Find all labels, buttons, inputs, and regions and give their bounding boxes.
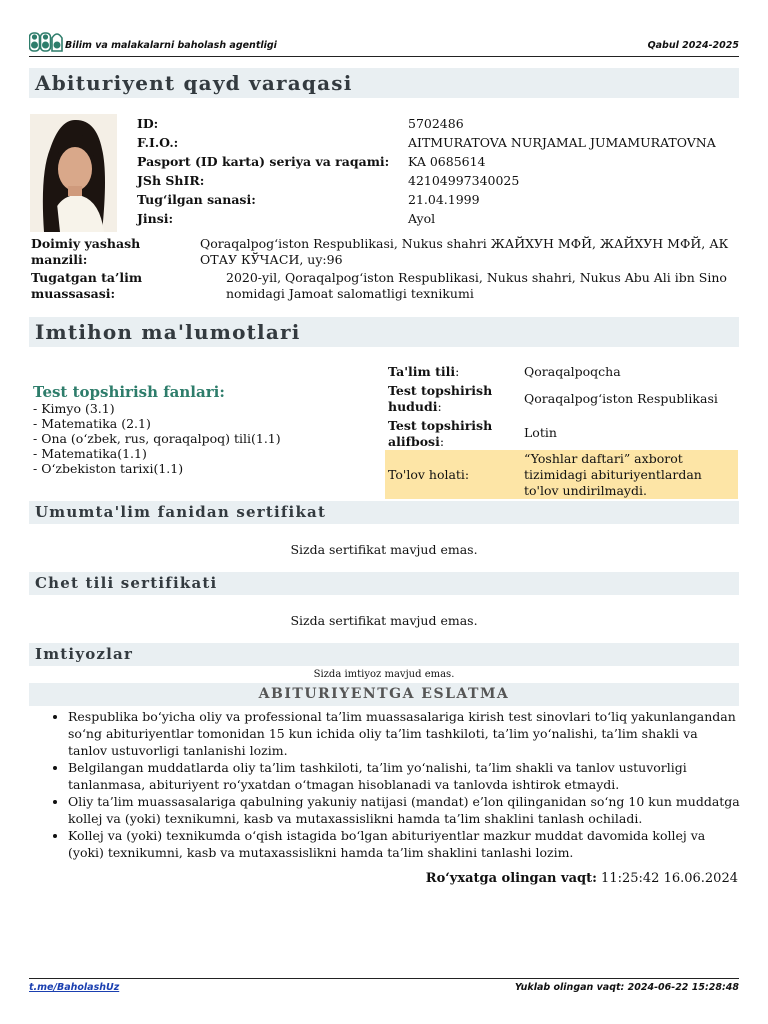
region-label: Test topshirish hududi: (388, 383, 493, 414)
school-value: 2020-yil, Qoraqalpog‘iston Respublikasi, Nukus shahri, Nukus Abu Ali ibn Sino nomidagi Jamoat salomatligi texnikumi (226, 270, 727, 301)
privileges-text: Sizda imtiyoz mavjud emas. (313, 669, 455, 680)
notes-title: ABITURIYENTGA ESLATMA (29, 683, 739, 706)
applicant-photo (30, 114, 117, 232)
notes-list (40, 708, 740, 861)
gender-value: Ayol (408, 211, 436, 226)
passport-value: KA 0685614 (408, 154, 486, 169)
id-value: 5702486 (408, 116, 464, 131)
language-label: Ta'lim tili: (388, 364, 460, 379)
download-time: Yuklab olingan vaqt: 2024-06-22 15:28:48 (514, 982, 739, 993)
form-title: Abituriyent qayd varaqasi (29, 68, 739, 98)
privileges-title: Imtiyozlar (29, 643, 739, 666)
subjects-list (33, 401, 281, 476)
subject-item: - Kimyo (3.1) (33, 401, 115, 416)
subject-item: - Ona (o‘zbek, rus, qoraqalpoq) tili(1.1) (33, 431, 281, 446)
fio-value: AITMURATOVA NURJAMAL JUMAMURATOVNA (408, 135, 716, 150)
language-value: Qoraqalpoqcha (524, 364, 621, 379)
note-item: • Oliy ta’lim muassasalariga qabulning yakuniy natijasi (mandat) e’lon qilinganidan so‘ng 10 kun muddatga kollej va (yoki) texnikumni, kasb va mutaxassislikni hamda ta’lim shaklini tanlash ochiladi. (68, 793, 740, 827)
exam-section-title: Imtihon ma'lumotlari (29, 317, 739, 347)
birth-date-label: Tug‘ilgan sanasi: (137, 192, 256, 207)
payment-label: To'lov holati: (388, 467, 470, 482)
note-item: • Kollej va (yoki) texnikumda o‘qish istagida bo‘lgan abituriyentlar mazkur muddat davomida kollej va (yoki) texnikumni, kasb va mutaxassislikni hamda ta’lim shaklini tanlashi lozim. (68, 827, 740, 861)
foreign-cert-title: Chet tili sertifikati (29, 572, 739, 595)
bmba-logo-icon (29, 30, 63, 52)
agency-name: Bilim va malakalarni baholash agentligi (65, 40, 277, 51)
fio-label: F.I.O.: (137, 135, 179, 150)
page-footer (29, 978, 739, 999)
alphabet-value: Lotin (524, 425, 557, 440)
birth-date-value: 21.04.1999 (408, 192, 480, 207)
note-item: • Respublika bo‘yicha oliy va professional ta’lim muassasalariga kirish test sinovlari to‘liq yakunlangandan so‘ng abituriyentlar tomonidan 15 kun ichida oliy ta’lim tashkiloti, ta’lim yo‘nalishi, ta’lim shakli va tanlov ustuvorligi tanlanishi lozim. (68, 708, 740, 759)
subject-item: - O‘zbekiston tarixi(1.1) (33, 461, 184, 476)
school-label: Tugatgan ta’lim muassasasi: (31, 270, 143, 301)
region-value: Qoraqalpog‘iston Respublikasi (524, 391, 718, 406)
subject-item: - Matematika (2.1) (33, 416, 151, 431)
passport-label: Pasport (ID karta) seriya va raqami: (137, 154, 390, 169)
payment-value: “Yoshlar daftari” axborot tizimidagi abituriyentlardan to'lov undirilmaydi. (524, 451, 702, 498)
registration-time-label: Ro‘yxatga olingan vaqt: (425, 871, 597, 886)
telegram-link[interactable]: t.me/BaholashUz (29, 982, 120, 993)
gender-label: Jinsi: (137, 211, 174, 226)
id-label: ID: (137, 116, 159, 131)
subjects-heading: Test topshirish fanlari: (33, 383, 225, 401)
admission-season: Qabul 2024-2025 (647, 40, 739, 51)
general-cert-title: Umumta'lim fanidan sertifikat (29, 501, 739, 524)
registration-time (426, 871, 738, 886)
foreign-cert-text: Sizda sertifikat mavjud emas. (290, 613, 478, 628)
registration-time-value: 11:25:42 16.06.2024 (601, 871, 738, 886)
jshshir-value: 42104997340025 (408, 173, 520, 188)
page-header (29, 30, 739, 57)
note-item: • Belgilangan muddatlarda oliy ta’lim tashkiloti, ta’lim yo‘nalishi, ta’lim shakli va tanlov ustuvorligi tanlanmasa, abituriyent ro‘yxatdan o‘tmagan hisoblanadi va tanlovda ishtirok etmaydi. (68, 759, 740, 793)
general-cert-text: Sizda sertifikat mavjud emas. (290, 542, 478, 557)
address-label: Doimiy yashash manzili: (31, 236, 141, 267)
alphabet-label: Test topshirish alifbosi: (388, 418, 493, 449)
address-value: Qoraqalpog‘iston Respublikasi, Nukus shahri ЖАЙХУН МФЙ, ЖАЙХУН МФЙ, АК ОТАУ КЎЧАСИ, uy:96 (200, 236, 729, 267)
jshshir-label: JSh ShIR: (137, 173, 205, 188)
subject-item: - Matematika(1.1) (33, 446, 147, 461)
